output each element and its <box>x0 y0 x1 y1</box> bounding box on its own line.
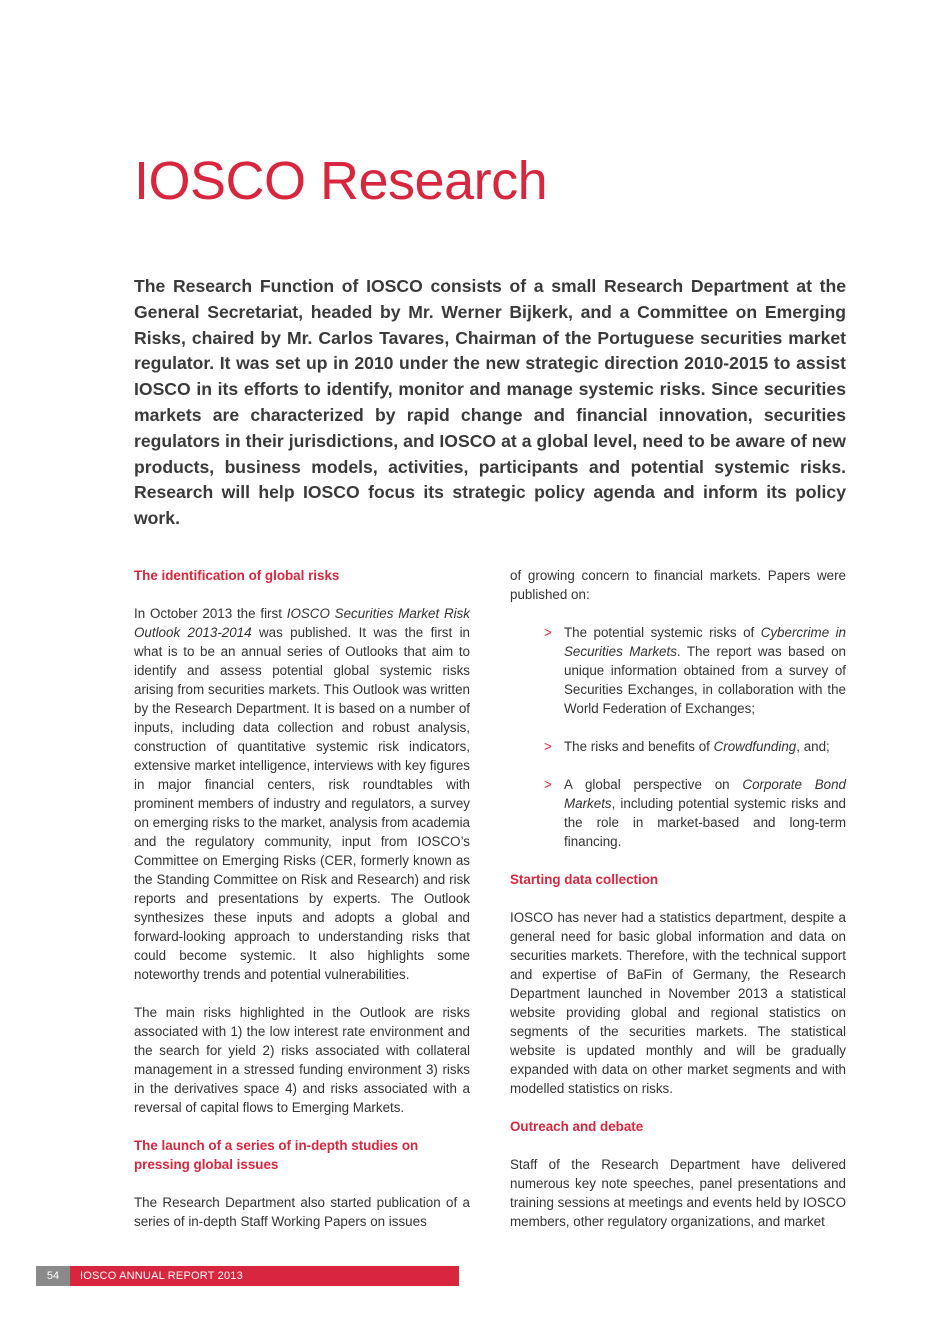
left-column <box>134 566 470 1250</box>
paragraph-main-risks: The main risks highlighted in the Outlook are risks associated with 1) the low interest rate environment and the search for yield 2) risks associated with collateral management in a stressed funding environment 3) risks in the derivatives space 4) and risks associated with a reversal of capital flows to Emerging Markets. <box>134 1005 470 1115</box>
bullet-marker: > <box>544 739 552 754</box>
intro-paragraph: The Research Function of IOSCO consists of a small Research Department at the General Secretariat, headed by Mr. Werner Bijkerk, and a Committee on Emerging Risks, chaired by Mr. Carlos Tavares, Chairman of the Portuguese securities market regulator. It was set up in 2010 under the new strategic direction 2010-2015 to assist IOSCO in its efforts to identify, monitor and manage systemic risks. Since securities markets are characterized by rapid change and financial innovation, securities regulators in their jurisdictions, and IOSCO at a global level, need to be aware of new products, business models, activities, participants and potential systemic risks. Research will help IOSCO focus its strategic policy agenda and inform its policy work. <box>134 276 846 529</box>
bullet-marker: > <box>544 777 552 792</box>
section-heading-global-risks: The identification of global risks <box>134 568 340 583</box>
page-footer <box>36 1266 459 1286</box>
paragraph-risk-outlook: In October 2013 the first IOSCO Securities Market Risk Outlook 2013-2014 was published. It was the first in what is to be an annual series of Outlooks that aim to identify and assess potential global systemic risks arising from securities markets. This Outlook was written by the Research Department. It is based on a number of inputs, including data collection and robust analysis, construction of quantitative systemic risk indicators, extensive market intelligence, interviews with key figures in major financial centers, risk roundtables with prominent members of industry and regulators, a survey on emerging risks to the market, analysis from academia and the regulatory community, input from IOSCO’s Committee on Emerging Risks (CER, formerly known as the Standing Committee on Risk and Research) and risk reports and presentations by experts. The Outlook synthesizes these inputs and adopts a global and forward-looking approach to understanding risks that could become systemic. It also highlights some noteworthy trends and potential vulnerabilities. <box>134 606 471 982</box>
bullet-marker: > <box>544 625 552 640</box>
list-item: > A global perspective on Corporate Bond Markets, including potential systemic risks and the role in market-based and long-term financing. <box>544 777 846 849</box>
papers-list <box>510 623 846 851</box>
section-heading-data-collection: Starting data collection <box>510 872 659 887</box>
paragraph-outreach: Staff of the Research Department have delivered numerous key note speeches, panel presentations and training sessions at meetings and events held by IOSCO members, other regulatory organizations, and market <box>510 1157 846 1229</box>
paragraph-working-papers: The Research Department also started publication of a series of in-depth Staff Working Papers on issues <box>134 1195 470 1229</box>
section-heading-outreach: Outreach and debate <box>510 1119 644 1134</box>
list-item: > The risks and benefits of Crowdfunding, and; <box>544 739 830 754</box>
right-column <box>510 566 846 1250</box>
page-number: 54 <box>36 1266 70 1286</box>
page-title: IOSCO Research <box>134 151 548 211</box>
footer-label: IOSCO ANNUAL REPORT 2013 <box>70 1266 459 1286</box>
list-item: > The potential systemic risks of Cybercrime in Securities Markets. The report was based on unique information obtained from a survey of Securities Exchanges, in collaboration with the World Federation of Exchanges; <box>544 625 847 716</box>
outlook-title: IOSCO Securities Market Risk Outlook 2013-2014 <box>134 606 470 640</box>
paragraph-statistics: IOSCO has never had a statistics department, despite a general need for basic global information and data on securities markets. Therefore, with the technical support and expertise of BaFin of Germany, the Research Department launched in November 2013 a statistical website providing global and regional statistics on segments of the securities markets. The statistical website is updated monthly and will be gradually expanded with data on other market segments and with modelled statistics on risks. <box>510 910 846 1096</box>
section-heading-in-depth-studies: The launch of a series of in-depth studies on pressing global issues <box>134 1138 419 1172</box>
paragraph-papers-published: of growing concern to financial markets. Papers were published on: <box>510 568 846 602</box>
